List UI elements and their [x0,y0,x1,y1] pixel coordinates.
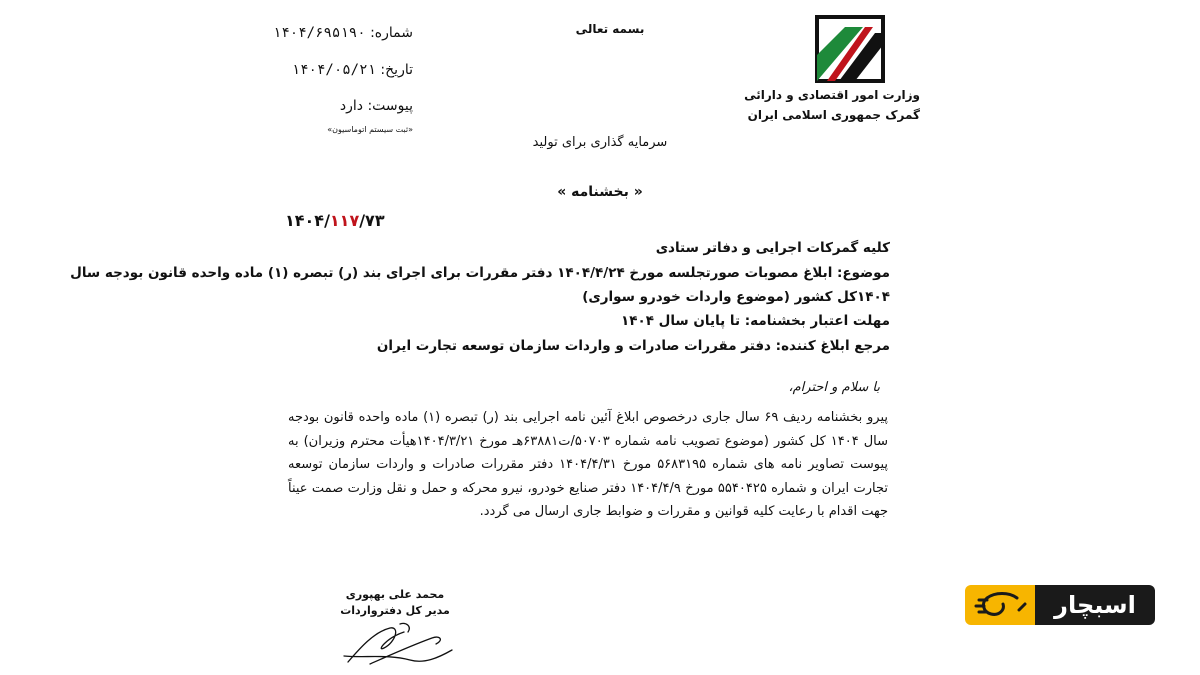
issuing-authority: مرجع ابلاغ کننده: دفتر مقررات صادرات و واردات سازمان توسعه تجارت ایران [376,338,890,354]
subject-line-2: ۱۴۰۴کل کشور (موضوع واردات خودرو سواری) [582,289,890,305]
greeting: با سلام و احترام، [788,380,880,395]
signer-name: محمد علی بهپوری [345,588,445,601]
brand-badge [965,585,1155,625]
letter-number-value: ۱۴۰۴/۶۹۵۱۹۰ [272,25,366,41]
letter-date [278,62,413,78]
ministry-name: وزارت امور اقتصادی و دارائی [744,88,920,102]
signer-position: مدیر کل دفترواردات [340,604,450,617]
validity-period: مهلت اعتبار بخشنامه: تا پایان سال ۱۴۰۴ [620,313,890,329]
letter-date-value: ۱۴۰۴/۰۵/۲۱ [291,62,376,78]
document-title: « بخشنامه » [557,184,643,200]
brand-logo-icon [965,585,1035,625]
handwritten-signature [340,618,460,670]
letter-number [272,25,413,41]
letter-number-label: شماره: [370,25,413,41]
attachment-note: پیوست: دارد [339,98,413,114]
customs-name: گمرک جمهوری اسلامی ایران [747,108,920,122]
circular-number-part1: /۷۳ [359,211,385,230]
letter-date-label: تاریخ: [380,62,413,78]
customs-logo [815,15,885,83]
circular-number [285,211,395,230]
automation-note: «ثبت سیستم اتوماسیون» [327,125,413,134]
main-paragraph: پیرو بخشنامه ردیف ۶۹ سال جاری درخصوص ابلاغ آئین نامه اجرایی بند (ر) تبصره (۱) ماده واحده قانون بودجه سال ۱۴۰۴ کل کشور (موضوع تصویب نامه شماره ۵۰۷۰۳/ت۶۳۸۸۱هـ مورخ ۱۴۰۴/۳/۲۱هیأت محترم وزیران) به پیوست تصاویر نامه های شماره ۵۶۸۳۱۹۵ مورخ ۱۴۰۴/۴/۳۱ دفتر مقررات صادرات و واردات سازمان توسعه تجارت ایران و شماره ۵۵۴۰۴۲۵ مورخ ۱۴۰۴/۴/۹ دفتر صنایع خودرو، نیرو محرکه و حمل و نقل وزارت صمت عیناً جهت اقدام با رعایت کلیه قوانین و مقررات و ضوابط جاری ارسال می گردد. [288,410,889,519]
circular-number-part3: ۱۴۰۴/ [285,211,330,230]
recipients: کلیه گمرکات اجرایی و دفاتر ستادی [655,240,890,256]
brand-name: اسبچار [1035,585,1155,625]
basmala: بسمه تعالی [575,22,645,36]
subject-line-1: موضوع: ابلاغ مصوبات صورتجلسه مورخ ۱۴۰۴/۴/۲۴ دفتر مقررات برای اجرای بند (ر) تبصره (۱) ماده واحده قانون بودجه سال [70,265,890,281]
circular-number-part2: ۱۱۷ [329,211,360,230]
slogan: سرمایه گذاری برای تولید [532,135,668,150]
